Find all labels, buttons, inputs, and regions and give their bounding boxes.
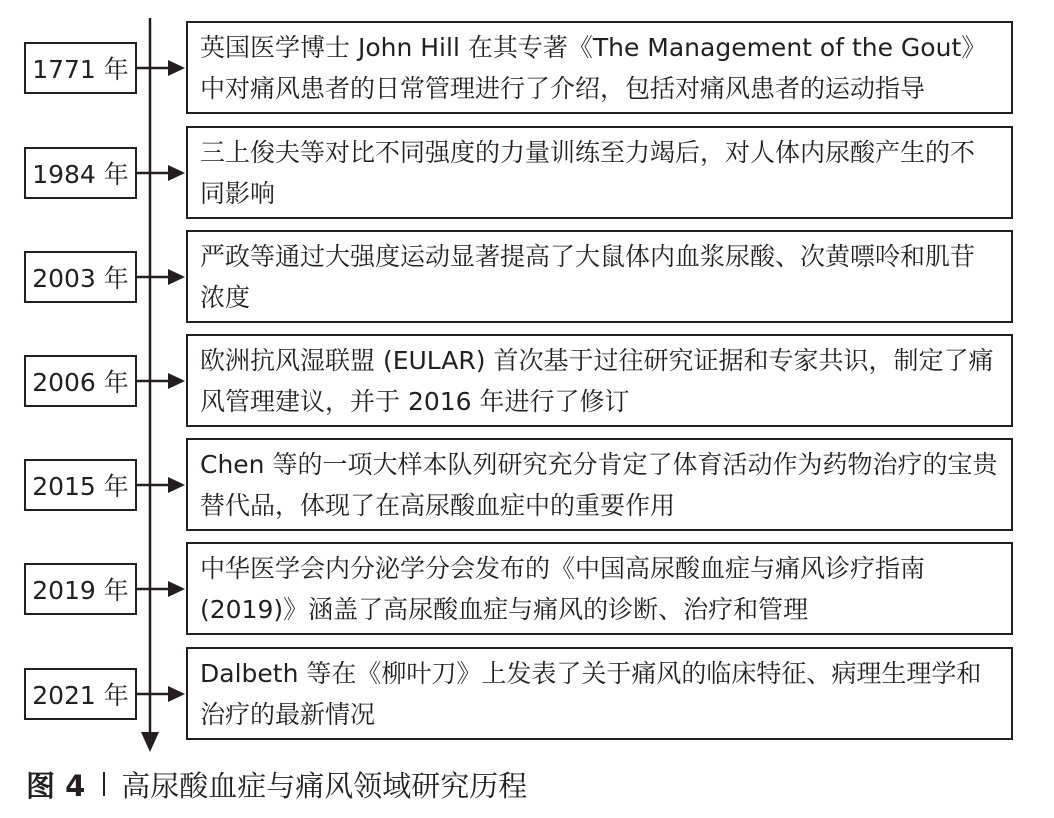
- event-box-2021: [186, 647, 1013, 740]
- event-text: 三上俊夫等对比不同强度的力量训练至力竭后，对人体内尿酸产生的不同影响: [200, 138, 976, 208]
- caption-separator: [103, 772, 105, 796]
- event-box-2006: [186, 334, 1013, 427]
- event-text: 英国医学博士 John Hill 在其专著《The Management of the Gout》中对痛风患者的日常管理进行了介绍，包括对痛风患者的运动指导: [200, 33, 987, 103]
- event-text: 欧洲抗风湿联盟 (EULAR) 首次基于过往研究证据和专家共识，制定了痛风管理建议，并于 2016 年进行了修订: [200, 346, 994, 416]
- event-text: 中华医学会内分泌学分会发布的《中国高尿酸血症与痛风诊疗指南 (2019)》涵盖了高尿酸血症与痛风的诊断、治疗和管理: [200, 554, 926, 624]
- event-box-1984: [186, 126, 1013, 219]
- connector-arrowhead-0: [168, 60, 185, 76]
- year-label: 2003 年: [32, 264, 129, 293]
- year-box-2021: [24, 668, 137, 720]
- event-text: 严政等通过大强度运动显著提高了大鼠体内血浆尿酸、次黄嘌呤和肌苷浓度: [200, 242, 976, 312]
- year-box-2019: [24, 563, 137, 615]
- year-box-1984: [24, 147, 137, 199]
- connector-arrowhead-6: [168, 686, 185, 702]
- connector-arrowhead-1: [168, 165, 185, 181]
- connector-arrowhead-2: [168, 269, 185, 285]
- figure-title: 高尿酸血症与痛风领域研究历程: [121, 768, 528, 803]
- figure-label: 图 4: [26, 768, 86, 803]
- figure-caption: [26, 760, 527, 808]
- connector-arrowhead-3: [168, 373, 185, 389]
- year-box-2015: [24, 459, 137, 511]
- event-text: Dalbeth 等在《柳叶刀》上发表了关于痛风的临床特征、病理生理学和治疗的最新情况: [200, 659, 982, 729]
- event-box-2019: [186, 542, 1013, 635]
- event-box-1771: [186, 21, 1013, 114]
- connector-arrowhead-4: [168, 477, 185, 493]
- year-label: 2015 年: [32, 472, 129, 501]
- year-label: 2019 年: [32, 576, 129, 605]
- connector-arrowhead-5: [168, 581, 185, 597]
- year-label: 2006 年: [32, 368, 129, 397]
- year-label: 2021 年: [32, 681, 129, 710]
- event-box-2003: [186, 230, 1013, 323]
- year-box-1771: [24, 42, 137, 94]
- event-text: Chen 等的一项大样本队列研究充分肯定了体育活动作为药物治疗的宝贵替代品，体现了在高尿酸血症中的重要作用: [200, 450, 998, 520]
- event-box-2015: [186, 438, 1013, 531]
- year-box-2003: [24, 251, 137, 303]
- year-box-2006: [24, 355, 137, 407]
- timeline-axis-arrowhead: [141, 732, 159, 752]
- year-label: 1984 年: [32, 160, 129, 189]
- year-label: 1771 年: [32, 55, 129, 84]
